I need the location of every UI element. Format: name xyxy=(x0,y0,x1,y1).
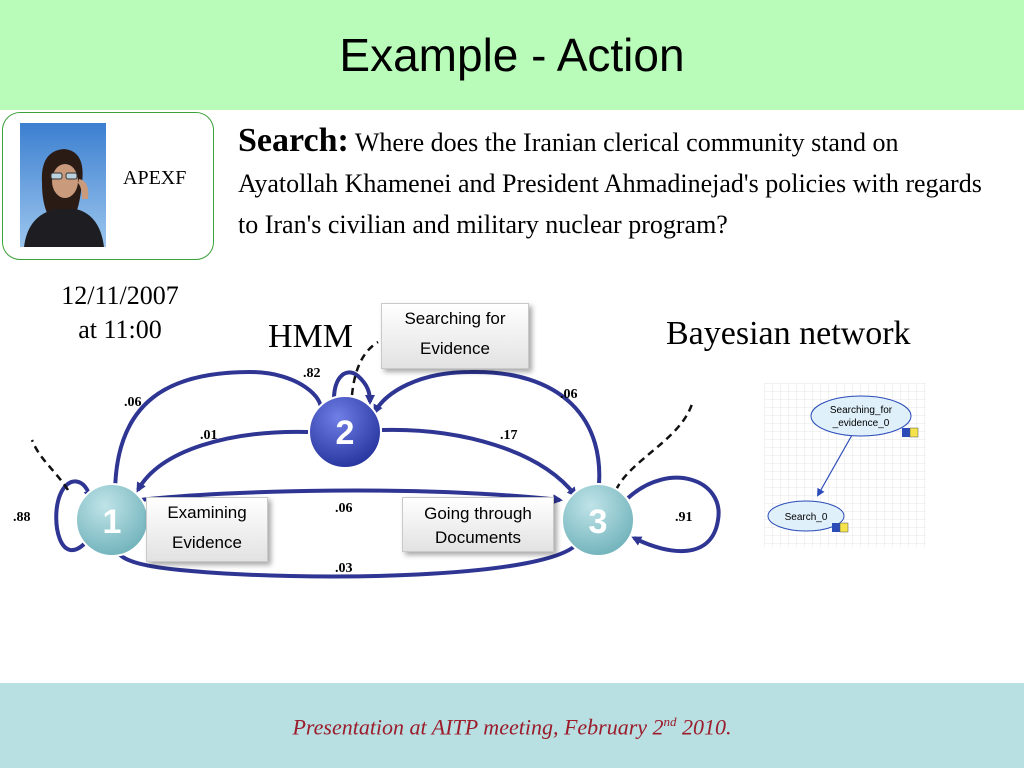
state-node-2 xyxy=(309,396,381,468)
prob-3-self: .91 xyxy=(675,510,693,525)
callout-line: Evidence xyxy=(420,339,490,358)
bayesian-network-graph xyxy=(764,383,926,547)
avatar-image xyxy=(20,123,106,247)
bayesian-network-panel xyxy=(764,383,926,547)
callout-line: Searching for xyxy=(404,309,506,328)
state-label-examining xyxy=(146,497,268,562)
search-text: Where does the Iranian clerical community stand on Ayatollah Khamenei and President Ahmadinejad's policies with regards to Iran's civilian and military nuclear program? xyxy=(238,128,982,239)
prob-1-to-3: .06 xyxy=(335,501,353,516)
footer-superscript: nd xyxy=(663,714,677,729)
bn-node-badge xyxy=(840,523,848,532)
hmm-title: HMM xyxy=(268,318,354,355)
callout-line: Examining xyxy=(167,503,247,522)
footer-text-main: Presentation at AITP meeting, February 2 xyxy=(292,714,664,740)
bn-node-badge xyxy=(832,523,840,532)
state-label-documents xyxy=(402,497,554,552)
user-name: APEXF xyxy=(123,167,187,189)
state-node-3 xyxy=(562,484,634,556)
slide-title: Example - Action xyxy=(339,29,685,81)
bn-node-badge xyxy=(902,428,910,437)
footer-text-year: 2010. xyxy=(676,714,732,740)
state-2-id: 2 xyxy=(335,414,355,452)
callout-line: Going through xyxy=(424,504,532,523)
bayesian-network-title: Bayesian network xyxy=(666,315,911,352)
arrow-2-to-3 xyxy=(382,430,575,495)
search-label: Search: xyxy=(238,122,349,159)
prob-3-to-1: .03 xyxy=(335,561,353,576)
user-card xyxy=(2,112,214,260)
callout-line: Documents xyxy=(435,528,521,547)
search-query xyxy=(238,120,998,245)
avatar-photo xyxy=(20,123,106,247)
time-label: at 11:00 xyxy=(78,315,162,344)
arrow-3-self xyxy=(628,478,719,551)
prob-1-self: .88 xyxy=(13,510,31,525)
callout-line: Evidence xyxy=(172,533,242,552)
bn-node-line: Search_0 xyxy=(784,512,828,523)
prob-2-to-1: .01 xyxy=(200,428,218,443)
footer-caption xyxy=(0,714,1024,740)
state-node-1 xyxy=(76,484,148,556)
arrow-2-to-1 xyxy=(138,432,308,490)
prob-2-self: .82 xyxy=(303,366,321,381)
prob-2-to-3: .17 xyxy=(500,428,518,443)
state-1-id: 1 xyxy=(102,503,122,541)
state-3-id: 3 xyxy=(588,503,608,541)
bn-node-line: Searching_for xyxy=(829,405,893,416)
dashed-link-1 xyxy=(32,440,68,490)
bn-node-badge xyxy=(910,428,918,437)
date-label: 12/11/2007 xyxy=(61,281,179,310)
bn-node-line: _evidence_0 xyxy=(832,418,890,429)
prob-1-to-2: .06 xyxy=(124,395,142,410)
state-label-searching xyxy=(381,303,529,369)
prob-3-to-2: .06 xyxy=(560,387,578,402)
